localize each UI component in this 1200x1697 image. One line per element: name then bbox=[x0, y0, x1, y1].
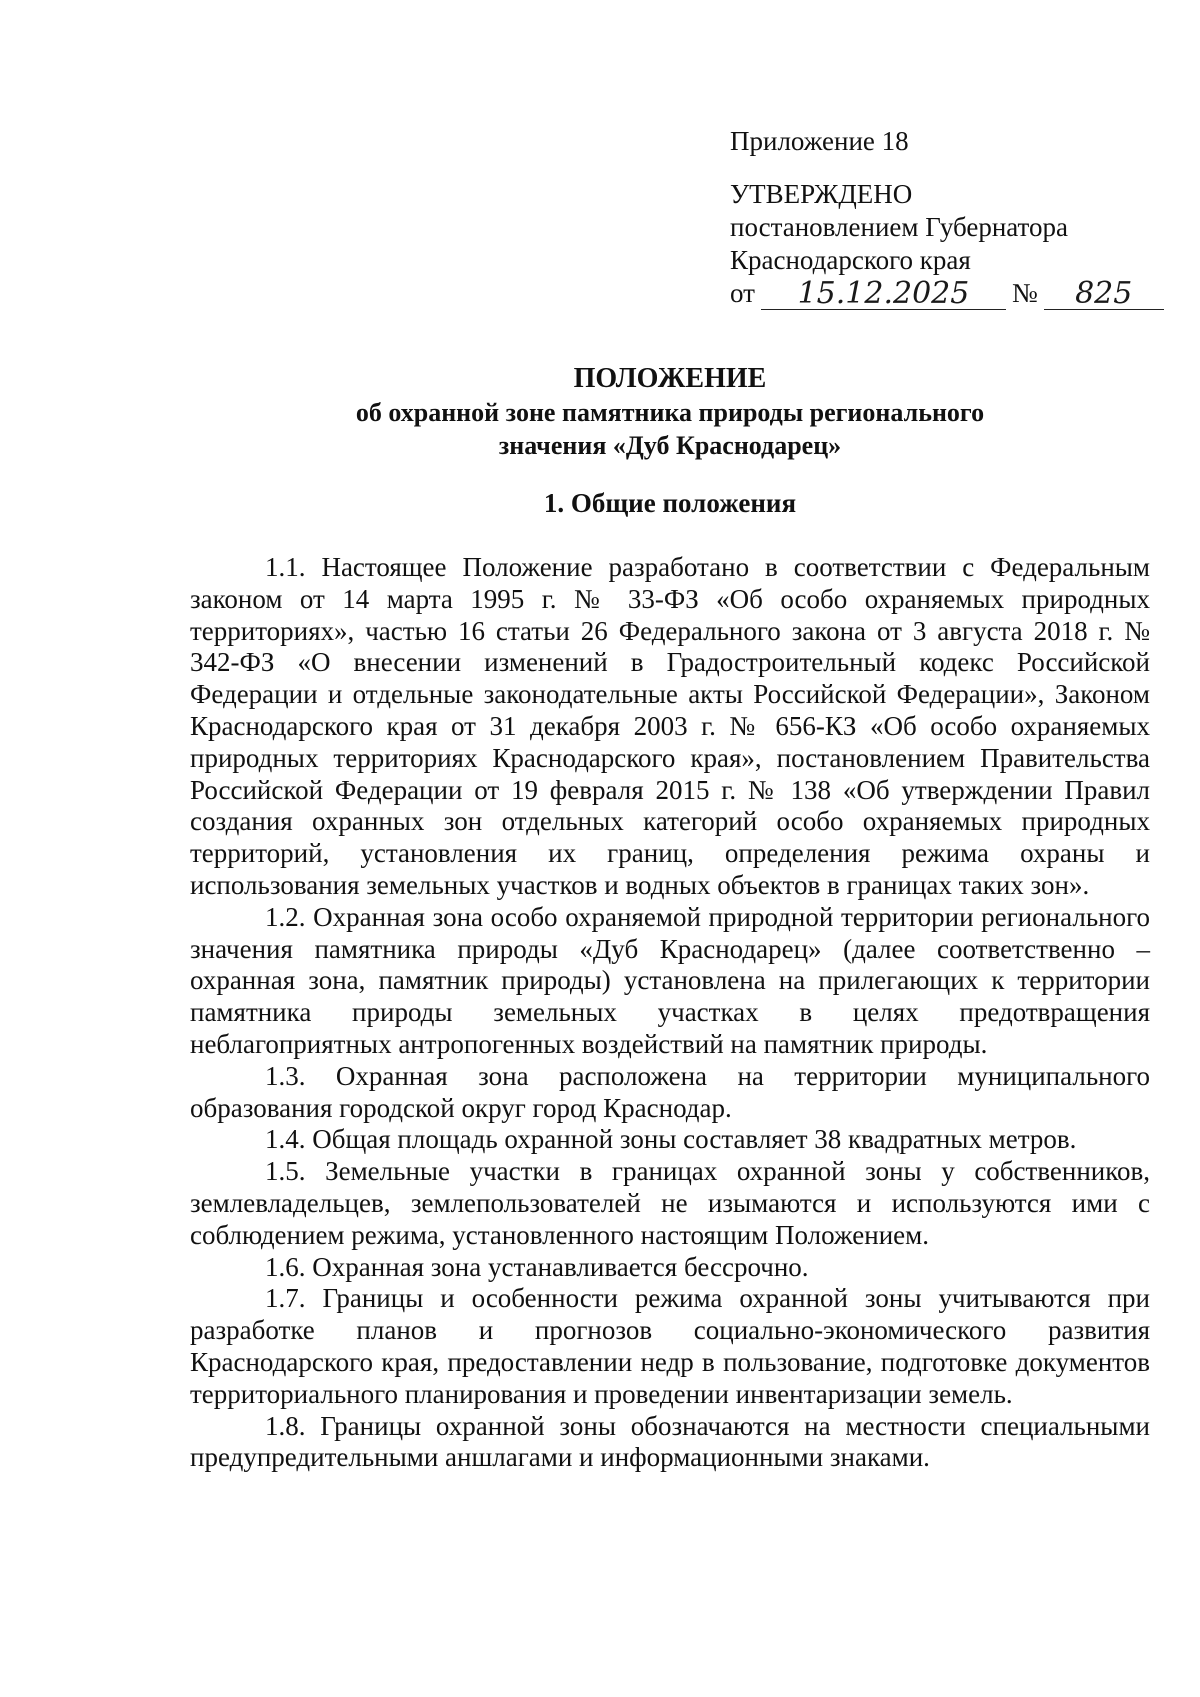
paragraph-1-5: 1.5. Земельные участки в границах охранной зоны у собственников, землевладельцев, землепользователей не изымаются и используются ими с соблюдением режима, установленного настоящим Положением. bbox=[190, 1156, 1150, 1250]
date-number-line bbox=[730, 277, 1170, 310]
approved-by-line-1: постановлением Губернатора bbox=[730, 212, 1068, 242]
paragraph-1-8: 1.8. Границы охранной зоны обозначаются на местности специальными предупредительными аншлагами и информационными знаками. bbox=[190, 1410, 1150, 1473]
handwritten-number: 825 bbox=[1044, 279, 1164, 310]
handwritten-date: 15.12.2025 bbox=[761, 279, 1006, 310]
paragraph-1-1: 1.1. Настоящее Положение разработано в соответствии с Федеральным законом от 14 марта 1995 г. № 33-ФЗ «Об особо охраняемых природных территориях», частью 16 статьи 26 Федерального закона от 3 августа 2018 г. № 342-ФЗ «О внесении изменений в Градостроительный кодекс Российской Федерации и отдельные законодательные акты Российской Федерации», Законом Краснодарского края от 31 декабря 2003 г. № 656-КЗ «Об особо охраняемых природных территориях Краснодарского края», постановлением Правительства Российской Федерации от 19 февраля 2015 г. № 138 «Об утверждении Правил создания охранных зон отдельных категорий особо охраняемых природных территорий, установления их границ, определения режима охраны и использования земельных участков и водных объектов в границах таких зон». bbox=[190, 552, 1150, 900]
number-prefix: № bbox=[1011, 278, 1038, 308]
title-main: ПОЛОЖЕНИЕ bbox=[573, 363, 767, 394]
date-prefix: от bbox=[730, 278, 755, 308]
paragraph-1-6: 1.6. Охранная зона устанавливается бессрочно. bbox=[265, 1251, 809, 1282]
paragraph-1-7: 1.7. Границы и особенности режима охранной зоны учитываются при разработке планов и прогнозов социально-экономического развития Краснодарского края, предоставлении недр в пользование, подготовке документов территориального планирования и проведении инвентаризации земель. bbox=[190, 1283, 1150, 1409]
document-body bbox=[190, 552, 1150, 1474]
approval-block bbox=[730, 125, 1170, 310]
approved-by-line-2: Краснодарского края bbox=[730, 245, 971, 275]
paragraph-1-2: 1.2. Охранная зона особо охраняемой природной территории регионального значения памятника природы «Дуб Краснодарец» (далее соответственно – охранная зона, памятник природы) установлена на прилегающих к территории памятника природы земельных участках в целях предотвращения неблагоприятных антропогенных воздействий на памятник природы. bbox=[190, 901, 1150, 1059]
document-title bbox=[190, 362, 1150, 462]
title-line-2: значения «Дуб Краснодарец» bbox=[498, 431, 842, 460]
section-heading: 1. Общие положения bbox=[543, 488, 797, 518]
paragraph-1-3: 1.3. Охранная зона расположена на территории муниципального образования городской округ город Краснодар. bbox=[190, 1060, 1150, 1123]
appendix-label: Приложение 18 bbox=[730, 126, 909, 156]
title-line-1: об охранной зоне памятника природы регионального bbox=[355, 398, 985, 427]
paragraph-1-4: 1.4. Общая площадь охранной зоны составляет 38 квадратных метров. bbox=[265, 1124, 1077, 1155]
approved-label: УТВЕРЖДЕНО bbox=[730, 179, 913, 209]
